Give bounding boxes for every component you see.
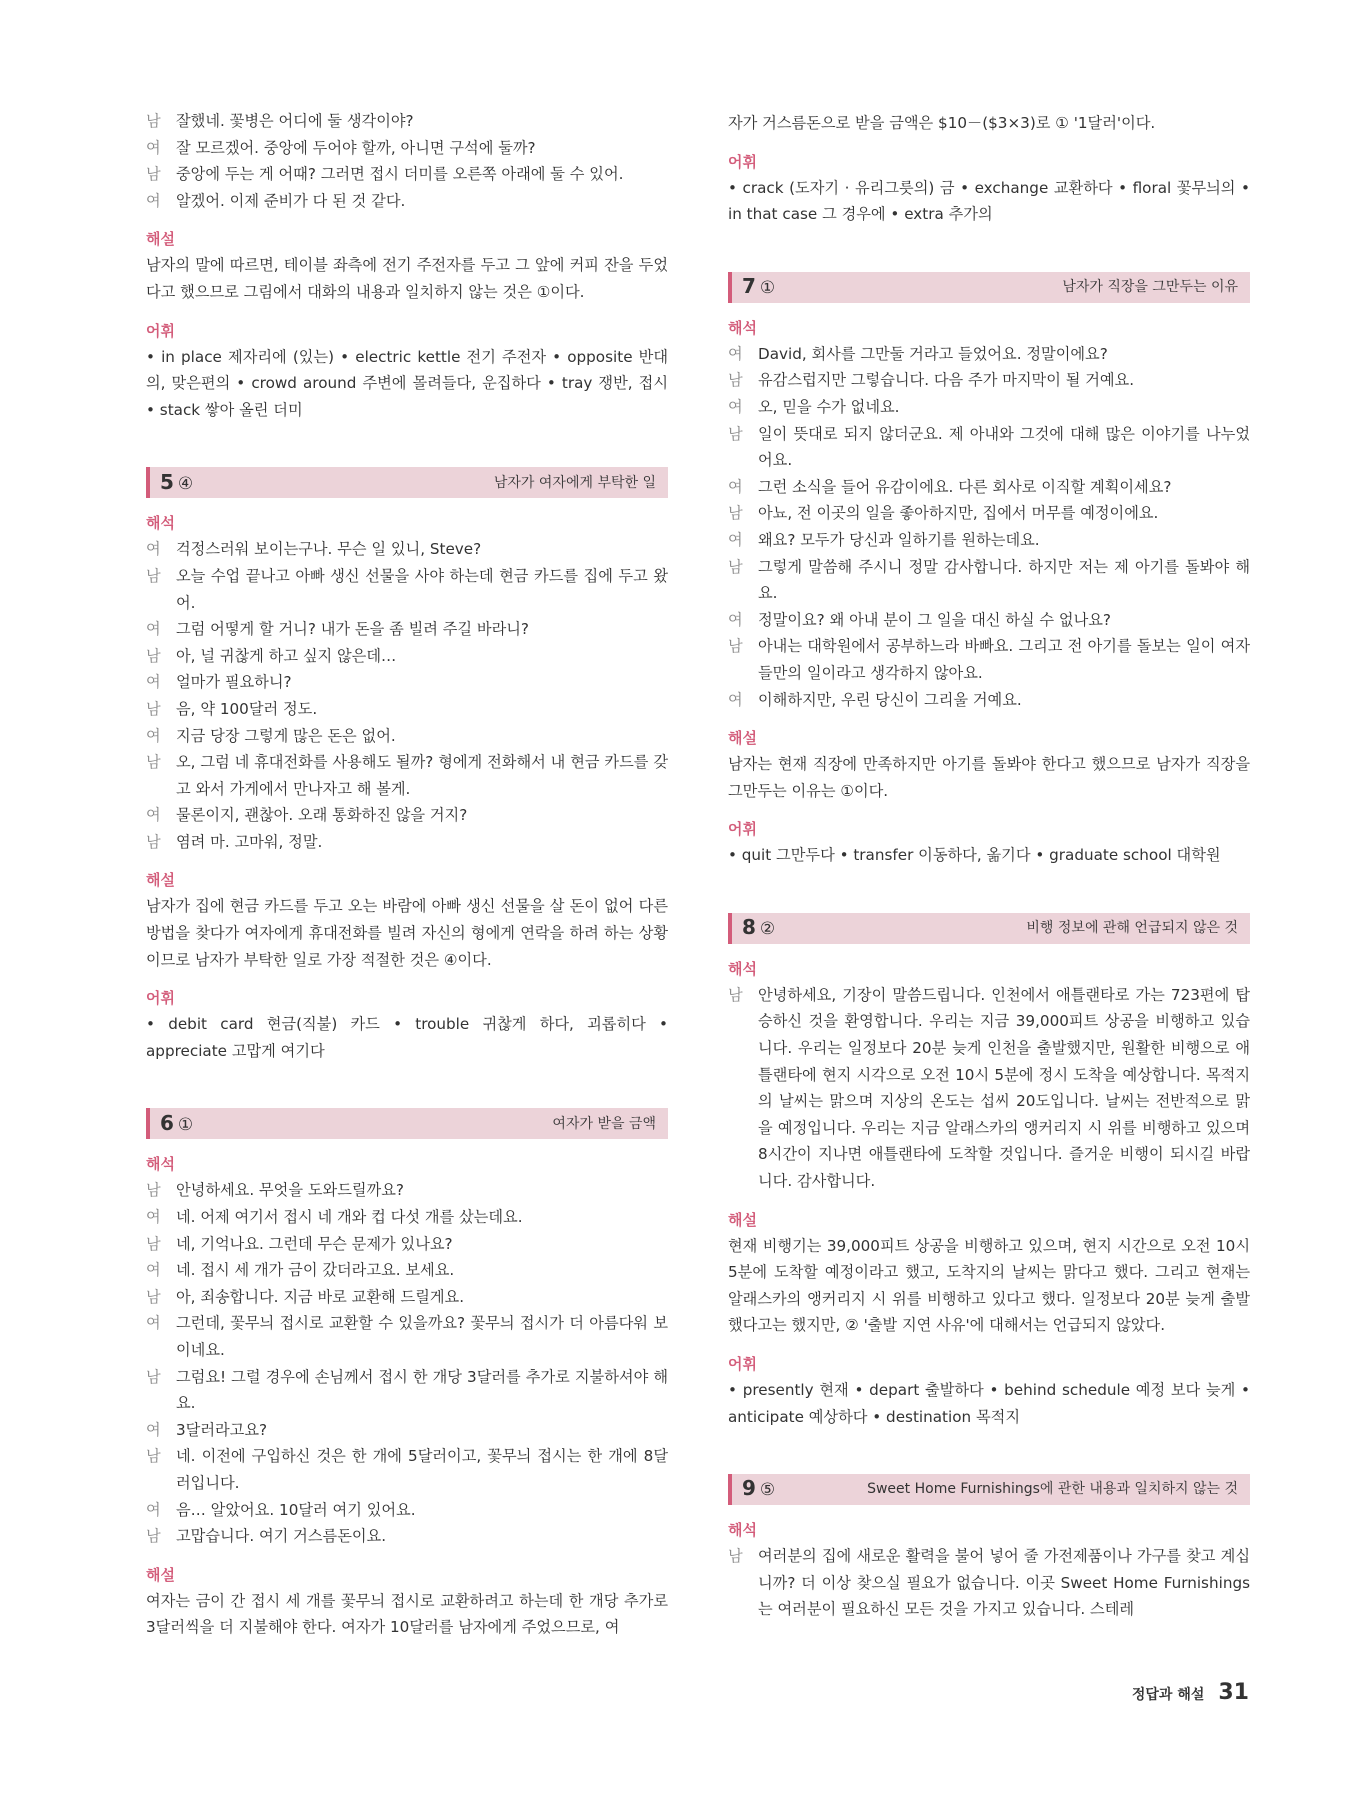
dialogue-line: [146, 643, 668, 670]
line-text: 오, 그럼 네 휴대전화를 사용해도 될까? 형에게 전화해서 내 현금 카드를 갖고 와서 가게에서 만나자고 해 볼게.: [176, 753, 668, 798]
dialogue-line: [146, 802, 668, 829]
right-column: [728, 110, 1250, 1623]
dialogue-line: [728, 500, 1250, 527]
dialogue-line: [728, 527, 1250, 554]
section-heading: 해설: [728, 1210, 757, 1229]
line-text: 알겠어. 이제 준비가 다 된 것 같다.: [176, 191, 406, 210]
explanation-paragraph: 현재 비행기는 39,000피트 상공을 비행하고 있으며, 현지 시간으로 오전 10시 5분에 도착할 예정이라고 했고, 도착지의 날씨는 맑다고 했다. 그리고 현재는 알래스카의 앵커리지 시 위를 비행하고 있다고 했다. 일정보다 20분 늦게 출발했다고는 했지만, ② '출발 지연 사유'에 대해서는 언급되지 않았다.: [728, 1236, 1250, 1335]
speaker-label: 남: [146, 646, 161, 665]
dialogue-line: [728, 474, 1250, 501]
line-text: 그런 소식을 들어 유감이에요. 다른 회사로 이직할 계획이세요?: [758, 477, 1172, 496]
line-text: 고맙습니다. 여기 거스름돈이요.: [176, 1527, 387, 1546]
section-heading: 해석: [728, 1521, 757, 1540]
speaker-label: 남: [728, 371, 743, 390]
explanation-continued: 자가 거스름돈으로 받을 금액은 $10－($3×3)로 ① '1달러'이다.: [728, 114, 1156, 132]
line-text: 네. 이전에 구입하신 것은 한 개에 5달러이고, 꽃무늬 접시는 한 개에 8달러입니다.: [176, 1447, 668, 1492]
question-topic: Sweet Home Furnishings에 관한 내용과 일치하지 않는 것: [867, 1481, 1238, 1498]
vocabulary-list: • quit 그만두다 • transfer 이동하다, 옮기다 • graduate school 대학원: [728, 846, 1221, 865]
vocabulary-list: • in place 제자리에 (있는) • electric kettle 전기 주전자 • opposite 반대의, 맞은편의 • crowd around 주변에 몰려들다, 운집하다 • tray 쟁반, 접시 • stack 쌓아 올린 더미: [146, 347, 668, 419]
line-text: 얼마가 필요하니?: [176, 673, 292, 692]
section-heading: 어휘: [146, 321, 175, 340]
dialogue-line: [146, 669, 668, 696]
speaker-label: 여: [146, 191, 161, 210]
speaker-label: 남: [146, 1287, 161, 1306]
dialogue-line: [146, 161, 668, 188]
speaker-label: 남: [146, 1367, 161, 1386]
explanation-paragraph: 남자가 집에 현금 카드를 두고 오는 바람에 아빠 생신 선물을 살 돈이 없어 다른 방법을 찾다가 여자에게 휴대전화를 빌려 자신의 형에게 연락을 하려 하는 상황이므로 남자가 부탁한 일로 가장 적절한 것은 ④이다.: [146, 897, 668, 969]
line-text: David, 회사를 그만둘 거라고 들었어요. 정말이에요?: [758, 344, 1108, 363]
speaker-label: 남: [146, 1527, 161, 1546]
question-topic: 남자가 직장을 그만두는 이유: [1062, 278, 1238, 295]
dialogue-line: [146, 108, 668, 135]
section-heading: 해석: [146, 1155, 175, 1174]
footer-label: 정답과 해설: [1131, 1687, 1205, 1703]
monologue-8: [728, 982, 1250, 1195]
dialogue-line: [728, 633, 1250, 686]
dialogue-line: [146, 1257, 668, 1284]
dialogue-line: [146, 188, 668, 215]
section-heading: 해석: [728, 318, 757, 337]
section-heading: 해석: [728, 959, 757, 978]
speaker-label: 남: [146, 753, 161, 772]
speaker-label: 여: [146, 540, 161, 559]
section-heading: 어휘: [728, 1355, 757, 1373]
question-bar-6: [146, 1108, 668, 1139]
line-text: 그럼 어떻게 할 거니? 내가 돈을 좀 빌려 주길 바라니?: [176, 620, 529, 639]
intro-dialogue: [146, 108, 668, 214]
dialogue-line: [728, 687, 1250, 714]
dialogue-line: [146, 1443, 668, 1496]
question-number: 9 ⑤: [742, 1476, 776, 1501]
question-topic: 비행 정보에 관해 언급되지 않은 것: [1026, 920, 1238, 937]
line-text: 네. 접시 세 개가 금이 갔더라고요. 보세요.: [176, 1261, 455, 1280]
dialogue-6: [146, 1177, 668, 1549]
dialogue-line: [728, 341, 1250, 368]
line-text: 왜요? 모두가 당신과 일하기를 원하는데요.: [758, 530, 1040, 549]
dialogue-line: [146, 1497, 668, 1524]
dialogue-line: [728, 607, 1250, 634]
line-text: 오늘 수업 끝나고 아빠 생신 선물을 사야 하는데 현금 카드를 집에 두고 왔어.: [176, 566, 668, 612]
explanation-paragraph: 남자는 현재 직장에 만족하지만 아기를 돌봐야 한다고 했으므로 남자가 직장을 그만두는 이유는 ①이다.: [728, 755, 1250, 800]
dialogue-line: [146, 1417, 668, 1444]
dialogue-line: [146, 749, 668, 802]
speaker-label: 여: [728, 477, 743, 496]
dialogue-line: [146, 1310, 668, 1363]
speaker-label: 남: [146, 1234, 161, 1253]
dialogue-line: [146, 1364, 668, 1417]
speaker-label: 남: [146, 165, 161, 184]
speaker-label: 남: [146, 112, 161, 130]
vocabulary-list: • crack (도자기 · 유리그릇의) 금 • exchange 교환하다 • floral 꽃무늬의 • in that case 그 경우에 • extra 추가의: [728, 178, 1250, 224]
line-text: 잘 모르겠어. 중앙에 두어야 할까, 아니면 구석에 둘까?: [176, 138, 536, 157]
speaker-label: 여: [146, 620, 161, 639]
line-text: 음… 알았어요. 10달러 여기 있어요.: [176, 1500, 416, 1519]
dialogue-line: [146, 696, 668, 723]
speaker-label: 여: [728, 397, 743, 416]
page-number: 31: [1218, 1680, 1249, 1705]
dialogue-7: [728, 341, 1250, 713]
dialogue-line: [728, 367, 1250, 394]
speaker-label: 남: [728, 557, 743, 576]
page-footer: [1132, 1680, 1249, 1705]
speaker-label: 남: [146, 699, 161, 718]
line-text: 아뇨, 전 이곳의 일을 좋아하지만, 집에서 머무를 예정이에요.: [758, 504, 1159, 523]
line-text: 염려 마. 고마워, 정말.: [176, 832, 323, 851]
explanation-paragraph: 여자는 금이 간 접시 세 개를 꽃무늬 접시로 교환하려고 하는데 한 개당 추가로 3달러씩을 더 지불해야 한다. 여자가 10달러를 남자에게 주었으므로, 여: [146, 1591, 668, 1637]
line-text: 일이 뜻대로 되지 않더군요. 제 아내와 그것에 대해 많은 이야기를 나누었어요.: [758, 424, 1250, 470]
line-text: 오, 믿을 수가 없네요.: [758, 397, 900, 416]
speaker-label: 남: [146, 1181, 161, 1200]
left-column: [146, 108, 668, 1641]
speaker-label: 남: [728, 1547, 743, 1566]
line-text: 그렇게 말씀해 주시니 정말 감사합니다. 하지만 저는 제 아기를 돌봐야 해요.: [758, 557, 1250, 603]
speaker-label: 여: [146, 138, 161, 157]
speaker-label: 남: [728, 985, 743, 1004]
speaker-label: 여: [146, 806, 161, 825]
speaker-label: 여: [146, 1261, 161, 1280]
line-text: 아, 널 귀찮게 하고 싶지 않은데…: [176, 646, 397, 665]
dialogue-line: [146, 563, 668, 616]
speaker-label: 여: [146, 673, 161, 692]
line-text: 네. 어제 여기서 접시 네 개와 컵 다섯 개를 샀는데요.: [176, 1208, 523, 1227]
dialogue-line: [728, 1543, 1250, 1623]
question-bar-9: [728, 1474, 1250, 1505]
question-topic: 남자가 여자에게 부탁한 일: [493, 474, 656, 491]
speaker-label: 여: [146, 1208, 161, 1227]
speaker-label: 여: [728, 344, 743, 363]
speaker-label: 여: [146, 1420, 161, 1439]
speaker-label: 남: [146, 1447, 161, 1466]
dialogue-line: [728, 394, 1250, 421]
dialogue-line: [146, 1523, 668, 1550]
question-number: 8 ②: [742, 915, 776, 940]
line-text: 물론이지, 괜찮아. 오래 통화하진 않을 거지?: [176, 806, 468, 825]
question-number: 5 ④: [160, 469, 194, 494]
speaker-label: 여: [728, 610, 743, 629]
section-heading: 해설: [146, 1565, 175, 1584]
speaker-label: 여: [146, 1314, 161, 1333]
line-text: 정말이요? 왜 아내 분이 그 일을 대신 하실 수 없나요?: [758, 610, 1111, 629]
line-text: 중앙에 두는 게 어때? 그러면 접시 더미를 오른쪽 아래에 둘 수 있어.: [176, 165, 624, 184]
speaker-label: 남: [728, 504, 743, 523]
speaker-label: 남: [728, 637, 743, 656]
question-topic: 여자가 받을 금액: [552, 1115, 656, 1132]
monologue-9: [728, 1543, 1250, 1623]
dialogue-line: [728, 421, 1250, 474]
question-number: 6 ①: [160, 1110, 194, 1135]
line-text: 3달러라고요?: [176, 1420, 268, 1439]
line-text: 아내는 대학원에서 공부하느라 바빠요. 그리고 전 아기를 돌보는 일이 여자들만의 일이라고 생각하지 않아요.: [758, 637, 1250, 682]
dialogue-5: [146, 536, 668, 855]
section-heading: 어휘: [728, 152, 757, 171]
question-bar-5: [146, 467, 668, 498]
line-text: 안녕하세요. 무엇을 도와드릴까요?: [176, 1181, 404, 1200]
section-heading: 해설: [146, 871, 175, 890]
dialogue-line: [146, 135, 668, 162]
vocabulary-list: • debit card 현금(직불) 카드 • trouble 귀찮게 하다, 괴롭히다 • appreciate 고맙게 여기다: [146, 1015, 668, 1060]
speaker-label: 남: [728, 424, 743, 443]
dialogue-line: [728, 554, 1250, 607]
dialogue-line: [146, 829, 668, 856]
line-text: 그럼요! 그럴 경우에 손님께서 접시 한 개당 3달러를 추가로 지불하셔야 해요.: [176, 1367, 668, 1413]
line-text: 음, 약 100달러 정도.: [176, 699, 318, 718]
explanation-paragraph: 남자의 말에 따르면, 테이블 좌측에 전기 주전자를 두고 그 앞에 커피 잔을 두었다고 했으므로 그림에서 대화의 내용과 일치하지 않는 것은 ①이다.: [146, 256, 668, 301]
question-number: 7 ①: [742, 273, 776, 298]
speaker-label: 남: [146, 566, 161, 585]
section-heading: 어휘: [146, 989, 175, 1008]
speaker-label: 여: [146, 1500, 161, 1519]
question-bar-7: [728, 272, 1250, 303]
vocabulary-list: • presently 현재 • depart 출발하다 • behind schedule 예정 보다 늦게 • anticipate 예상하다 • destination 목적지: [728, 1381, 1250, 1426]
speaker-label: 남: [146, 832, 161, 851]
section-heading: 해석: [146, 514, 175, 533]
question-bar-8: [728, 913, 1250, 944]
line-text: 네, 기억나요. 그런데 무슨 문제가 있나요?: [176, 1234, 453, 1253]
line-text: 아, 죄송합니다. 지금 바로 교환해 드릴게요.: [176, 1287, 465, 1306]
speaker-label: 여: [146, 726, 161, 745]
line-text: 안녕하세요, 기장이 말씀드립니다. 인천에서 애틀랜타로 가는 723편에 탑승하신 것을 환영합니다. 우리는 지금 39,000피트 상공을 비행하고 있습니다. 우리는 일정보다 20분 늦게 인천을 출발했지만, 원활한 비행으로 애틀랜타에 현지 시각으로 오전 10시 5분에 정시 도착을 예상합니다. 목적지의 날씨는 맑으며 지상의 온도는 섭씨 20도입니다. 날씨는 전반적으로 맑을 예정입니다. 우리는 지금 알래스카의 앵커리지 시 위를 비행하고 있으며 8시간이 지나면 애틀랜타에 도착할 것입니다. 즐거운 비행이 되시길 바랍니다. 감사합니다.: [758, 985, 1250, 1191]
section-heading: 해설: [146, 230, 175, 249]
dialogue-line: [728, 982, 1250, 1195]
dialogue-line: [146, 1284, 668, 1311]
line-text: 지금 당장 그렇게 많은 돈은 없어.: [176, 726, 396, 745]
section-heading: 해설: [728, 729, 757, 748]
line-text: 여러분의 집에 새로운 활력을 불어 넣어 줄 가전제품이나 가구를 찾고 계십니까? 더 이상 찾으실 필요가 없습니다. 이곳 Sweet Home Furnishings는 여러분이 필요하신 모든 것을 가지고 있습니다. 스테레: [758, 1547, 1250, 1619]
dialogue-line: [146, 1231, 668, 1258]
dialogue-line: [146, 1177, 668, 1204]
speaker-label: 여: [728, 530, 743, 549]
dialogue-line: [146, 1204, 668, 1231]
dialogue-line: [146, 536, 668, 563]
line-text: 이해하지만, 우린 당신이 그리울 거예요.: [758, 690, 1022, 709]
speaker-label: 여: [728, 690, 743, 709]
dialogue-line: [146, 616, 668, 643]
line-text: 걱정스러워 보이는구나. 무슨 일 있니, Steve?: [176, 540, 482, 559]
section-heading: 어휘: [728, 820, 757, 839]
line-text: 그런데, 꽃무늬 접시로 교환할 수 있을까요? 꽃무늬 접시가 더 아름다워 보이네요.: [176, 1314, 668, 1359]
line-text: 유감스럽지만 그렇습니다. 다음 주가 마지막이 될 거예요.: [758, 371, 1135, 390]
line-text: 잘했네. 꽃병은 어디에 둘 생각이야?: [176, 112, 414, 130]
dialogue-line: [146, 723, 668, 750]
